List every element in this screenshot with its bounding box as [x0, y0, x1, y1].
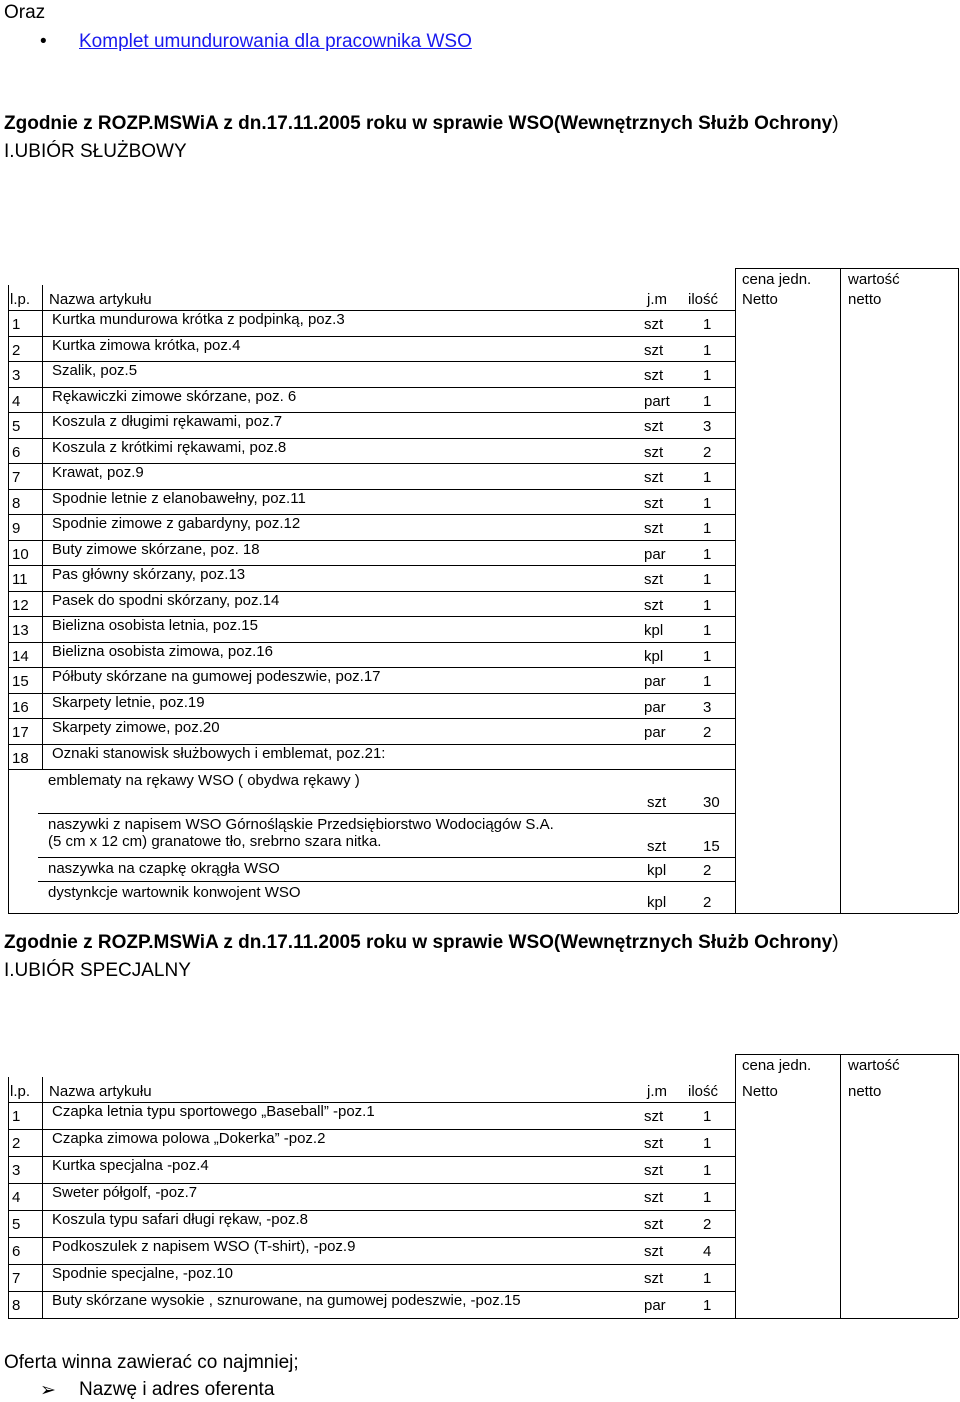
row-unit: kpl — [644, 647, 664, 665]
row-qty: 1 — [703, 520, 712, 537]
row-qty: 1 — [703, 1162, 712, 1179]
subrow-name: naszywki z napisem WSO Górnośląskie Przedsiębiorstwo Wodociągów S.A. — [48, 816, 554, 833]
row-name: Rękawiczki zimowe skórzane, poz. 6 — [52, 387, 297, 405]
row-unit: szt — [644, 494, 664, 512]
offer-item-1: Nazwę i adres oferenta — [79, 1379, 275, 1400]
row-name: Podkoszulek z napisem WSO (T-shirt), -poz.9 — [52, 1238, 356, 1255]
row-lp: 4 — [12, 392, 21, 410]
section2-heading — [4, 932, 839, 954]
row-divider — [38, 881, 735, 882]
row-qty: 1 — [703, 673, 712, 690]
row-unit: szt — [644, 418, 664, 435]
row-name: Spodnie specjalne, -poz.10 — [52, 1265, 233, 1282]
row-name: Oznaki stanowisk służbowych i emblemat, poz.21: — [52, 744, 386, 762]
row-qty: 1 — [703, 545, 712, 563]
section1-heading — [4, 113, 839, 135]
row-lp: 6 — [12, 1243, 21, 1260]
section2-heading-bold: Zgodnie z ROZP.MSWiA z dn.17.11.2005 roku w sprawie WSO(Wewnętrznych Służb Ochrony — [4, 932, 833, 953]
row-qty: 1 — [703, 1108, 712, 1125]
row-lp: 1 — [12, 316, 21, 333]
row-lp: 17 — [12, 724, 29, 741]
column-divider — [958, 1054, 959, 1318]
row-unit: par — [644, 724, 666, 741]
row-name: Pasek do spodni skórzany, poz.14 — [52, 591, 280, 609]
row-qty: 1 — [703, 1270, 712, 1287]
row-unit: szt — [644, 341, 664, 359]
row-qty: 4 — [703, 1243, 712, 1260]
row-unit: szt — [644, 1243, 664, 1260]
row-name: Koszula typu safari długi rękaw, -poz.8 — [52, 1211, 308, 1228]
column-divider — [958, 268, 959, 913]
row-lp: 9 — [12, 520, 21, 537]
column-divider — [8, 1077, 9, 1318]
row-unit: szt — [644, 469, 664, 486]
column-divider — [42, 1077, 43, 1318]
intro-oraz: Oraz — [4, 2, 46, 23]
row-name: Kurtka zimowa krótka, poz.4 — [52, 336, 241, 354]
subrow-unit: szt — [647, 794, 667, 811]
row-unit: szt — [644, 520, 664, 537]
row-lp: 14 — [12, 647, 29, 665]
subrow-name: dystynkcje wartownik konwojent WSO — [48, 884, 301, 901]
row-unit: szt — [644, 1162, 664, 1179]
row-lp: 18 — [12, 749, 29, 767]
row-unit: par — [644, 698, 666, 716]
row-lp: 2 — [12, 341, 21, 359]
row-name: Kurtka specjalna -poz.4 — [52, 1157, 209, 1174]
header-value-1: wartość — [848, 1057, 900, 1074]
row-divider — [735, 913, 958, 914]
row-qty: 2 — [703, 443, 712, 461]
section1-subheading: I.UBIÓR SŁUŻBOWY — [4, 141, 187, 162]
header-lp: l.p. — [10, 1083, 31, 1100]
row-qty: 1 — [703, 1189, 712, 1206]
row-lp: 4 — [12, 1189, 21, 1206]
section2-subheading: I.UBIÓR SPECJALNY — [4, 960, 191, 981]
row-lp: 5 — [12, 418, 21, 435]
row-unit: par — [644, 1297, 666, 1314]
column-divider — [42, 285, 43, 769]
row-qty: 1 — [703, 622, 712, 639]
column-divider — [840, 1054, 841, 1318]
subrow-unit: kpl — [647, 894, 667, 911]
row-name: Bielizna osobista letnia, poz.15 — [52, 617, 258, 634]
row-lp: 13 — [12, 622, 29, 639]
header-qty: ilość — [688, 291, 719, 308]
header-unit: j.m — [647, 291, 667, 308]
row-divider — [8, 1318, 735, 1319]
row-name: Kurtka mundurowa krótka z podpinką, poz.3 — [52, 311, 345, 328]
row-qty: 1 — [703, 494, 712, 512]
header-lp: l.p. — [10, 291, 31, 308]
row-qty: 3 — [703, 418, 712, 435]
row-qty: 3 — [703, 698, 712, 716]
row-name: Półbuty skórzane na gumowej podeszwie, poz.17 — [52, 668, 381, 685]
header-value-1: wartość — [848, 271, 900, 288]
header-price-2: Netto — [742, 1083, 778, 1100]
row-lp: 8 — [12, 1297, 21, 1314]
row-qty: 1 — [703, 1297, 712, 1314]
row-lp: 7 — [12, 469, 21, 486]
column-divider — [840, 268, 841, 913]
row-lp: 3 — [12, 1162, 21, 1179]
row-unit: szt — [644, 367, 664, 384]
row-divider — [735, 268, 958, 269]
row-qty: 1 — [703, 596, 712, 614]
row-divider — [8, 913, 735, 914]
row-lp: 8 — [12, 494, 21, 512]
row-qty: 1 — [703, 1135, 712, 1152]
header-unit: j.m — [647, 1083, 667, 1100]
subrow-name-2: (5 cm x 12 cm) granatowe tło, srebrno szara nitka. — [48, 833, 382, 850]
row-divider — [735, 1054, 958, 1055]
header-price-2: Netto — [742, 291, 778, 308]
row-lp: 11 — [12, 571, 28, 588]
row-qty: 1 — [703, 571, 712, 588]
row-name: Koszula z długimi rękawami, poz.7 — [52, 413, 283, 430]
row-unit: szt — [644, 1108, 664, 1125]
row-lp: 12 — [12, 596, 29, 614]
row-unit: part — [644, 392, 670, 410]
header-value-2: netto — [848, 1083, 882, 1100]
row-lp: 6 — [12, 443, 21, 461]
row-divider — [38, 813, 735, 814]
row-unit: szt — [644, 1135, 664, 1152]
header-price-1: cena jedn. — [742, 271, 812, 288]
header-name: Nazwa artykułu — [49, 1083, 152, 1100]
arrow-bullet-icon: ➢ — [40, 1380, 56, 1401]
row-name: Pas główny skórzany, poz.13 — [52, 566, 246, 583]
row-qty: 1 — [703, 469, 712, 486]
row-unit: kpl — [644, 622, 664, 639]
row-lp: 3 — [12, 367, 21, 384]
subrow-qty: 15 — [703, 838, 720, 855]
header-price-1: cena jedn. — [742, 1057, 812, 1074]
section1-heading-tail: ) — [832, 113, 839, 134]
row-lp: 1 — [12, 1108, 21, 1125]
row-lp: 10 — [12, 545, 29, 563]
header-qty: ilość — [688, 1083, 719, 1100]
row-unit: par — [644, 673, 666, 690]
column-divider — [735, 1054, 736, 1318]
subrow-qty: 2 — [703, 862, 712, 879]
header-value-2: netto — [848, 291, 882, 308]
row-name: Szalik, poz.5 — [52, 362, 138, 379]
row-divider — [8, 769, 735, 770]
subrow-unit: kpl — [647, 862, 667, 879]
uniform-link[interactable]: Komplet umundurowania dla pracownika WSO — [79, 31, 472, 52]
row-name: Czapka zimowa polowa „Dokerka” -poz.2 — [52, 1130, 326, 1147]
header-name: Nazwa artykułu — [49, 291, 152, 308]
row-name: Spodnie zimowe z gabardyny, poz.12 — [52, 515, 301, 532]
subrow-unit: szt — [647, 838, 667, 855]
row-name: Koszula z krótkimi rękawami, poz.8 — [52, 438, 287, 456]
row-qty: 1 — [703, 367, 712, 384]
row-qty: 1 — [703, 341, 712, 359]
row-unit: szt — [644, 443, 664, 461]
row-qty: 1 — [703, 392, 712, 410]
row-unit: szt — [644, 1189, 664, 1206]
row-lp: 15 — [12, 673, 29, 690]
row-qty: 1 — [703, 647, 712, 665]
section2-heading-tail: ) — [832, 932, 839, 953]
row-lp: 5 — [12, 1216, 21, 1233]
row-lp: 2 — [12, 1135, 21, 1152]
row-unit: szt — [644, 1270, 664, 1287]
subrow-qty: 30 — [703, 794, 720, 811]
row-qty: 2 — [703, 1216, 712, 1233]
row-unit: szt — [644, 1216, 664, 1233]
offer-text: Oferta winna zawierać co najmniej; — [4, 1352, 299, 1373]
row-qty: 2 — [703, 724, 712, 741]
row-unit: par — [644, 545, 666, 563]
row-unit: szt — [644, 316, 664, 333]
row-name: Buty skórzane wysokie , sznurowane, na gumowej podeszwie, -poz.15 — [52, 1292, 521, 1309]
subrow-qty: 2 — [703, 894, 712, 911]
column-divider — [735, 268, 736, 913]
row-name: Sweter półgolf, -poz.7 — [52, 1184, 198, 1201]
row-name: Krawat, poz.9 — [52, 464, 144, 481]
section1-heading-bold: Zgodnie z ROZP.MSWiA z dn.17.11.2005 roku w sprawie WSO(Wewnętrznych Służb Ochrony — [4, 113, 833, 134]
row-lp: 16 — [12, 698, 29, 716]
row-divider — [38, 857, 735, 858]
row-name: Skarpety zimowe, poz.20 — [52, 719, 220, 736]
row-qty: 1 — [703, 316, 712, 333]
row-name: Bielizna osobista zimowa, poz.16 — [52, 642, 273, 660]
bullet-icon: • — [40, 31, 47, 52]
subrow-name: emblematy na rękawy WSO ( obydwa rękawy ) — [48, 772, 360, 789]
subrow-name: naszywka na czapkę okrągła WSO — [48, 860, 280, 877]
row-name: Skarpety letnie, poz.19 — [52, 693, 205, 711]
row-name: Buty zimowe skórzane, poz. 18 — [52, 540, 260, 558]
row-unit: szt — [644, 571, 664, 588]
row-divider — [735, 1318, 958, 1319]
row-lp: 7 — [12, 1270, 21, 1287]
row-name: Czapka letnia typu sportowego „Baseball” -poz.1 — [52, 1103, 375, 1120]
row-unit: szt — [644, 596, 664, 614]
column-divider — [8, 285, 9, 913]
row-name: Spodnie letnie z elanobawełny, poz.11 — [52, 489, 306, 507]
